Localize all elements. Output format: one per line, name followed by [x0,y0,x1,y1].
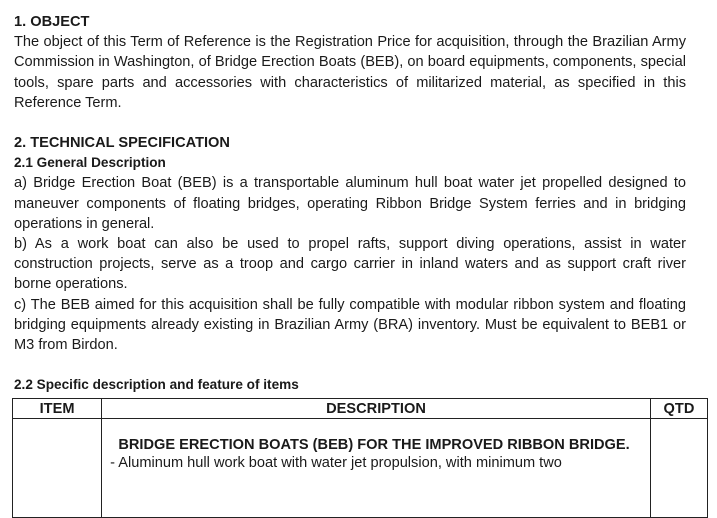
spacer [14,113,686,133]
description-cell [102,419,651,518]
column-header-qtd: QTD [650,399,707,419]
table-row [13,419,708,518]
section-1-heading: 1. OBJECT [14,14,90,30]
qtd-cell [650,419,707,518]
item-cell [13,419,102,518]
column-header-item: ITEM [13,399,102,419]
paragraph-b: b) As a work boat can also be used to propel rafts, support diving operations, assist in water construction projects, serve as a troop and cargo carrier in inland waters and as support craft river borne operations. [14,236,686,293]
section-2-heading: 2. TECHNICAL SPECIFICATION [14,135,230,152]
section-2-2-heading: 2.2 Specific description and feature of items [14,377,299,393]
section-2-1-heading: 2.1 General Description [14,155,166,171]
items-table [12,398,708,518]
paragraph-a: a) Bridge Erection Boat (BEB) is a transportable aluminum hull boat water jet propelled designed to maneuver components of floating bridges, operating Ribbon Bridge System ferries and in bridging operations in general. [14,175,686,232]
table-header-row [13,399,708,419]
paragraph-c: c) The BEB aimed for this acquisition shall be fully compatible with modular ribbon system and floating bridging equipments already existing in Brazilian Army (BRA) inventory. Must be equivalent to BEB1 or M3 from Birdon. [14,296,686,354]
spacer [14,355,686,375]
item-bullet: - Aluminum hull work boat with water jet propulsion, with minimum two [110,455,562,471]
document-page [14,12,686,395]
column-header-description: DESCRIPTION [102,399,651,419]
section-1-body: The object of this Term of Reference is the Registration Price for acquisition, through the Brazilian Army Commission in Washington, of Bridge Erection Boats (BEB), on board equipments, components, special tools, spare parts and accessories with characteristics of militarized material, as specified in this Reference Term. [14,34,686,111]
item-title: BRIDGE ERECTION BOATS (BEB) FOR THE IMPROVED RIBBON BRIDGE. [118,437,630,453]
